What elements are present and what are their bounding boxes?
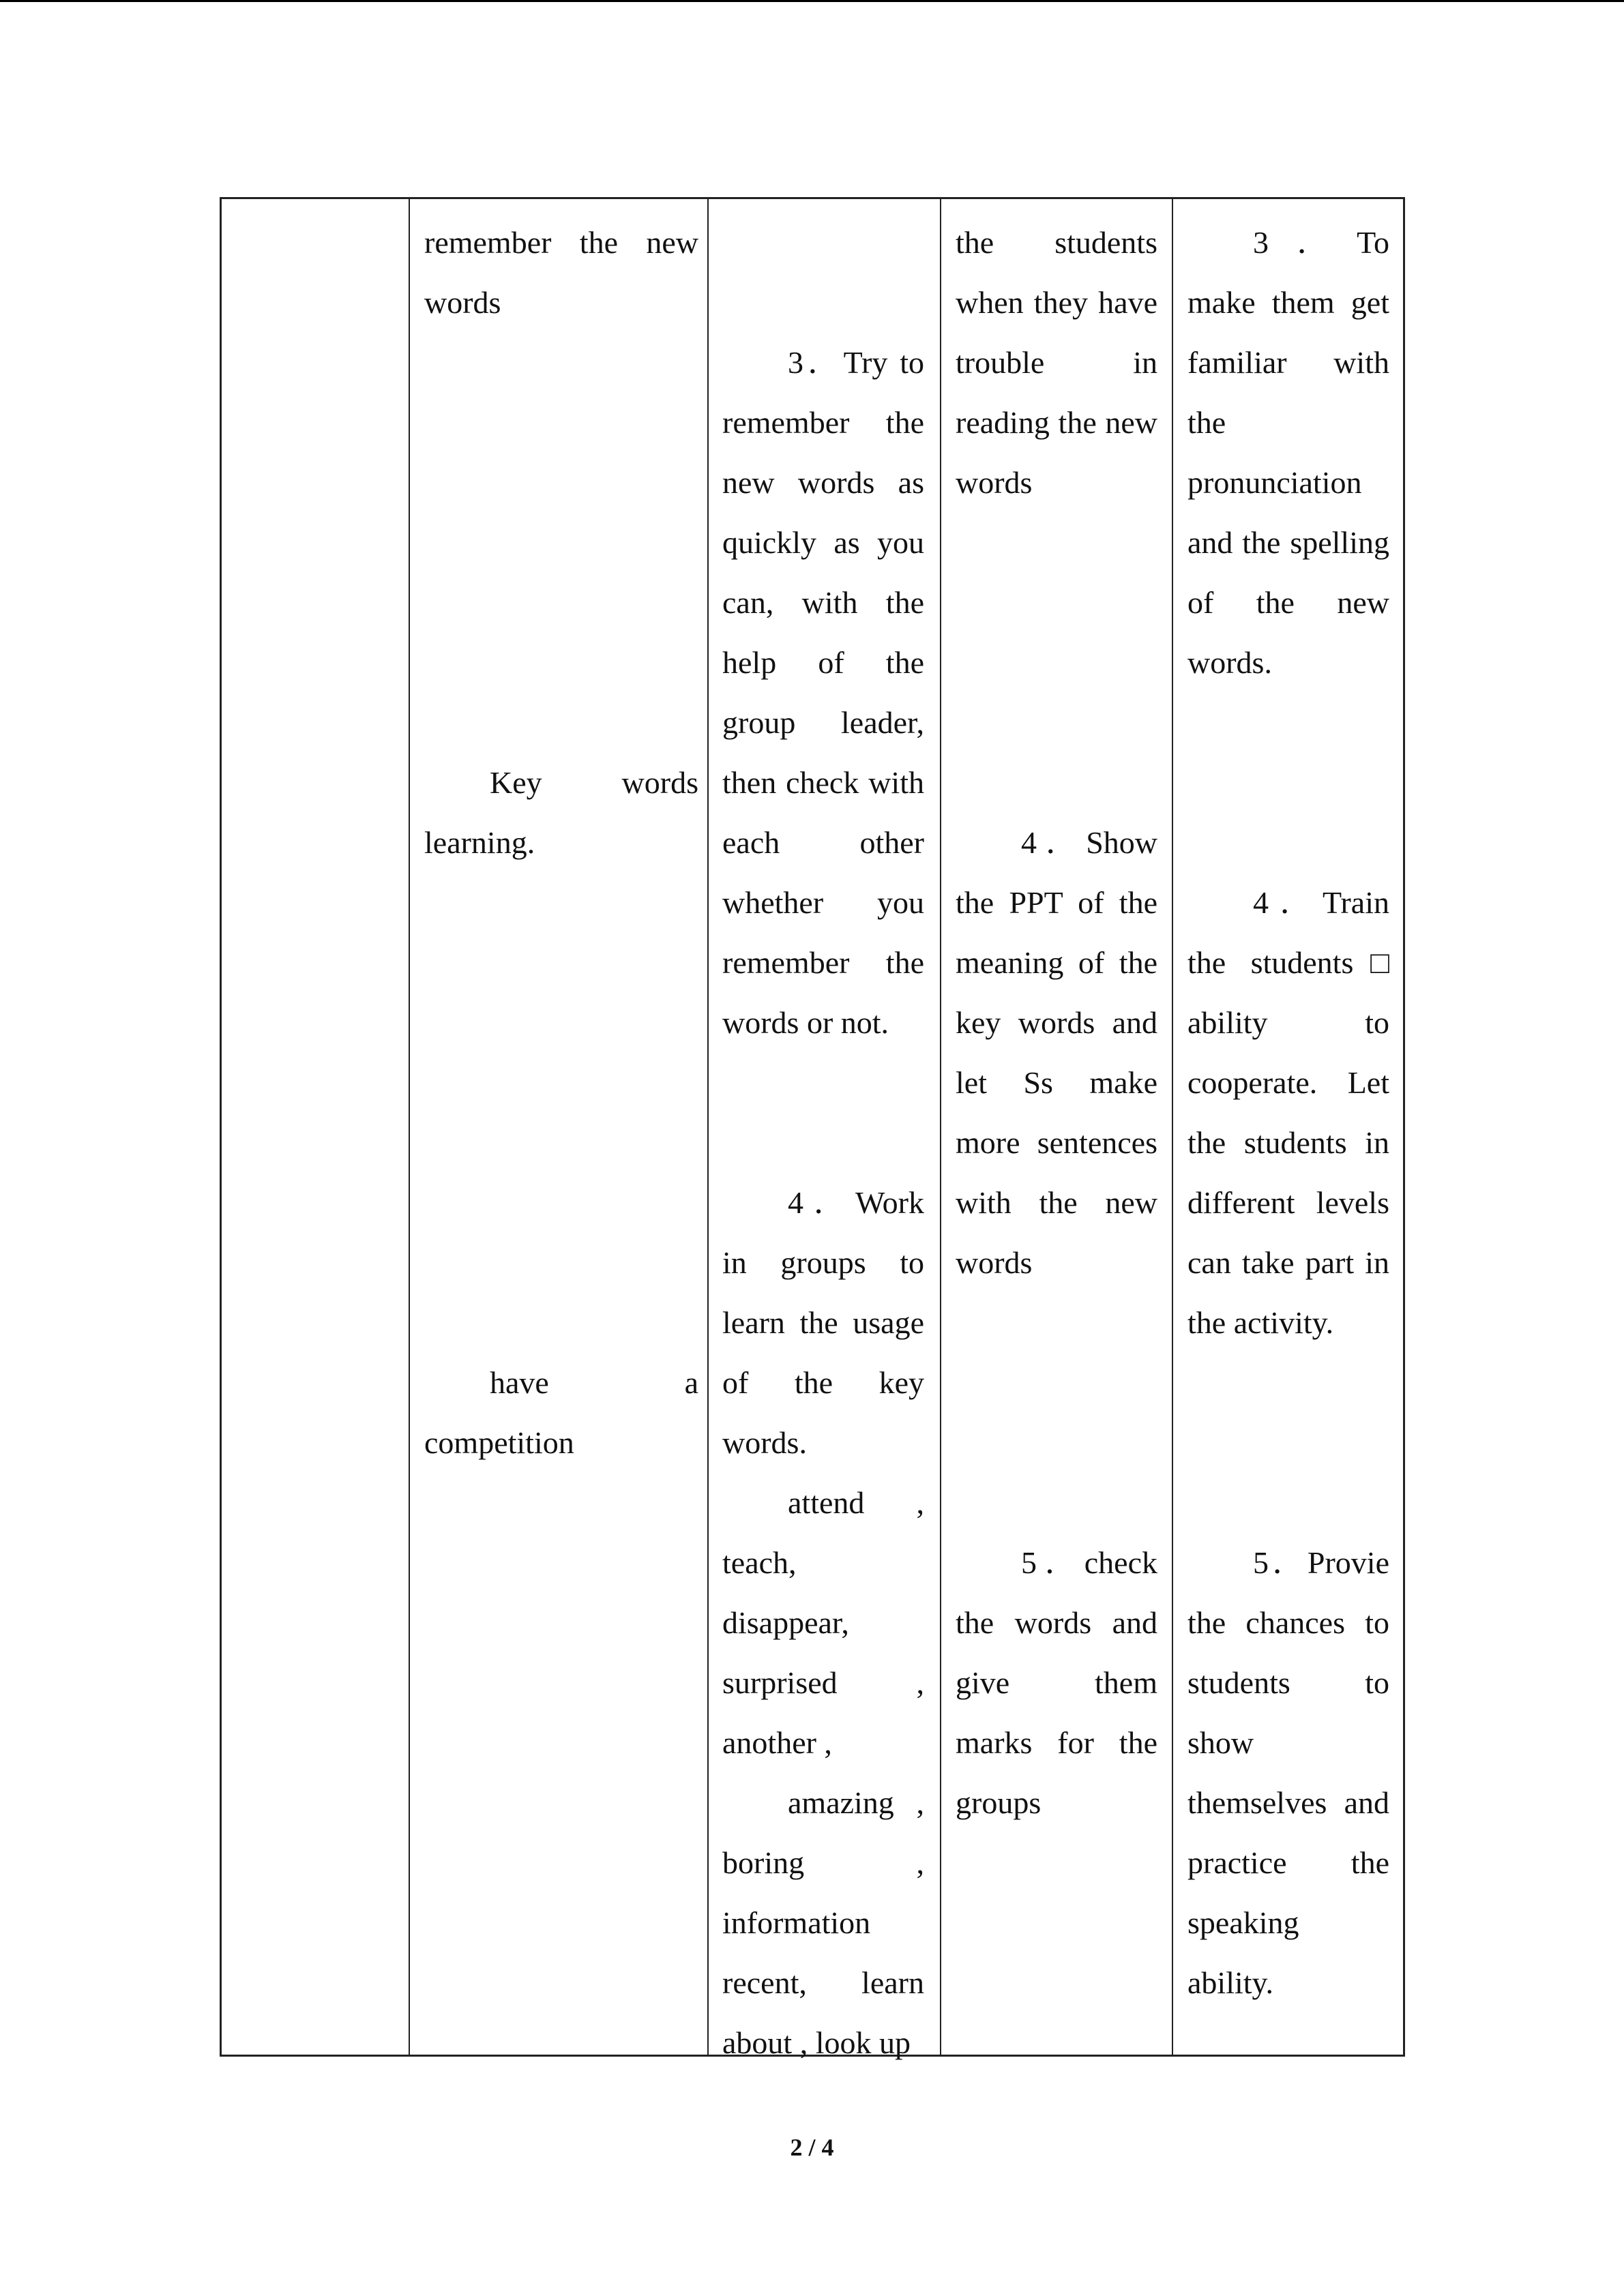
col3-step-4-work-in-groups: 4．Work in groups to learn the usage of the key words.	[722, 1185, 924, 1460]
column-divider-4	[1172, 199, 1173, 2055]
top-border-line	[0, 0, 1624, 2]
col5-step-3-familiar-pronunciation: 3．To make them get familiar with the pronunciation and the spelling of the new words.	[1187, 225, 1389, 680]
column-divider-2	[707, 199, 709, 2055]
col2-have-a-competition: have a competition	[424, 1365, 698, 1460]
col3-step-3-try-to-remember: 3．Try to remember the new words as quickly as you can, with the help of the group leader, then check with each other whether you remember the words or not.	[722, 345, 924, 1040]
col5-step-4-train-cooperation: 4．Train the students□ ability to cooperate. Let the students in different levels can take part in the activity.	[1187, 885, 1389, 1340]
page-number: 2 / 4	[790, 2134, 834, 2161]
col2-remember-new-words: remember the new words	[424, 225, 698, 320]
col4-step-5-check-words: 5．check the words and give them marks for the groups	[956, 1545, 1157, 1820]
col5-step-5-provide-chances: 5．Provie the chances to students to show themselves and practice the speaking ability.	[1187, 1545, 1389, 2000]
col2-key-words-learning: Key words learning.	[424, 765, 698, 860]
column-divider-3	[940, 199, 941, 2055]
col4-help-students-reading: the students when they have trouble in reading the new words	[956, 225, 1157, 500]
col3-key-word-list-2: amazing , boring , information recent, learn about , look up	[722, 1785, 924, 2060]
lesson-plan-table	[220, 197, 1405, 2060]
column-divider-1	[409, 199, 410, 2055]
col4-step-4-show-ppt: 4．Show the PPT of the meaning of the key words and let Ss make more sentences with the new words	[956, 825, 1157, 1280]
col3-key-word-list-1: attend , teach, disappear, surprised , another ,	[722, 1485, 924, 1760]
